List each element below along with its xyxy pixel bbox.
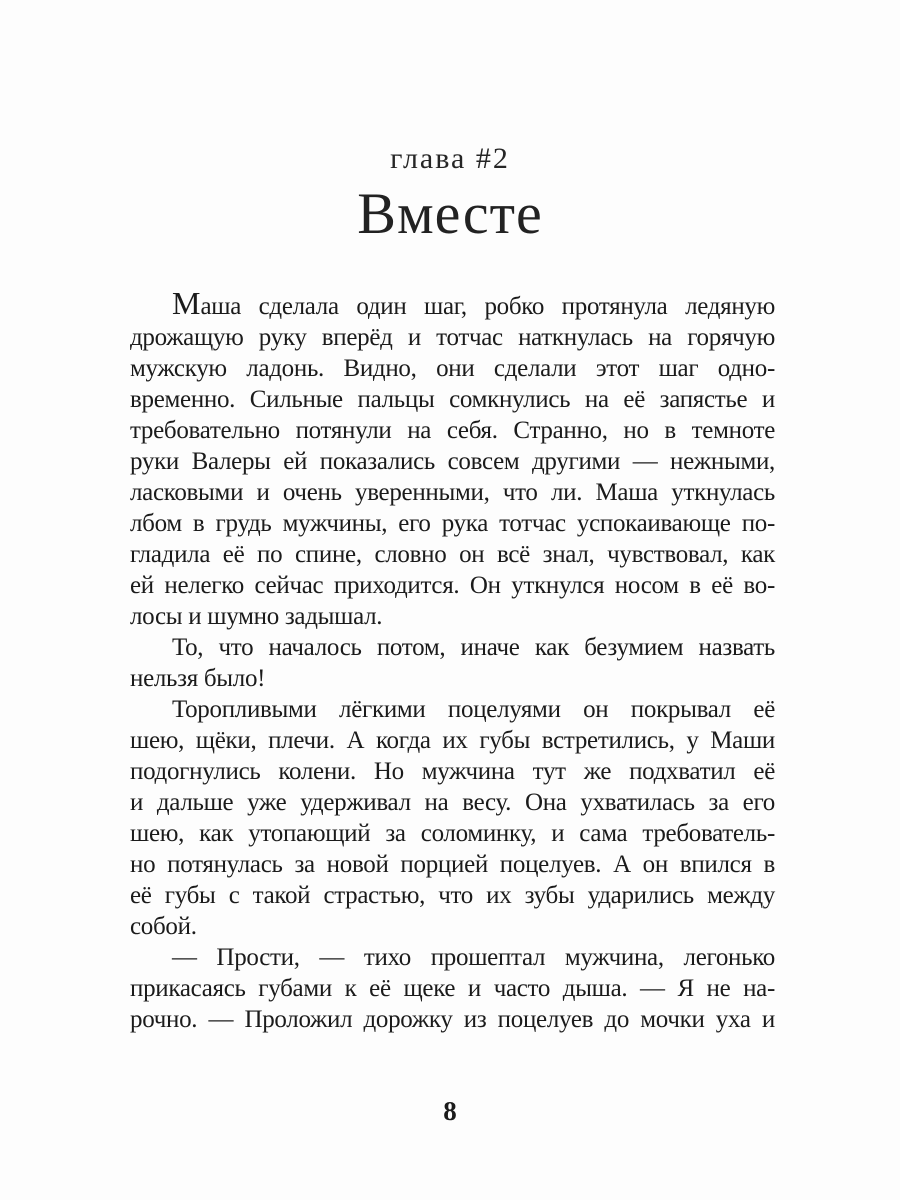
body-line: рочно. — Проложил дорожку из поцелуев до мочки уха и (130, 1006, 775, 1033)
body-line: ласковыми и очень уверенными, что ли. Маша уткнулась (130, 479, 775, 506)
body-line: временно. Сильные пальцы сомкнулись на её запястье и (130, 386, 775, 413)
body-line: но потянулась за новой порцией поцелуев. А он впился в (130, 851, 775, 878)
body-line: дрожащую руку вперёд и тотчас наткнулась на горячую (130, 324, 775, 351)
drop-cap-letter: М (172, 285, 201, 321)
body-line: собой. (130, 913, 197, 940)
body-line: гладила её по спине, словно он всё знал, чувствовал, как (130, 541, 775, 568)
body-text (130, 285, 775, 1035)
chapter-title: Вместе (357, 181, 543, 246)
body-line: и дальше уже удерживал на весу. Она ухватилась за его (130, 789, 775, 816)
body-line: То, что началось потом, иначе как безумием назвать (172, 634, 775, 661)
body-line: нельзя было! (130, 665, 266, 692)
body-line: лбом в грудь мужчины, его рука тотчас успокаивающе по- (130, 510, 775, 537)
body-line: мужскую ладонь. Видно, они сделали этот шаг одно- (130, 355, 775, 382)
body-line: ей нелегко сейчас приходится. Он уткнулся носом в её во- (130, 572, 775, 599)
chapter-label: глава #2 (390, 142, 510, 175)
body-line: подогнулись колени. Но мужчина тут же подхватил её (130, 758, 775, 785)
body-line: Маша сделала один шаг, робко протянула ледяную (172, 285, 775, 321)
body-line: — Прости, — тихо прошептал мужчина, легонько (172, 944, 775, 971)
body-line: лосы и шумно задышал. (130, 603, 383, 630)
body-line: шею, щёки, плечи. А когда их губы встретились, у Маши (130, 727, 775, 754)
body-line: руки Валеры ей показались совсем другими — нежными, (130, 448, 775, 475)
body-line: её губы с такой страстью, что их зубы ударились между (130, 882, 775, 909)
body-line: прикасаясь губами к её щеке и часто дыша. — Я не на- (130, 975, 775, 1002)
body-line: Торопливыми лёгкими поцелуями он покрывал её (172, 696, 775, 723)
page-number: 8 (443, 1096, 457, 1126)
body-line: шею, как утопающий за соломинку, и сама требователь- (130, 820, 775, 847)
body-line: требовательно потянули на себя. Странно, но в темноте (130, 417, 775, 444)
